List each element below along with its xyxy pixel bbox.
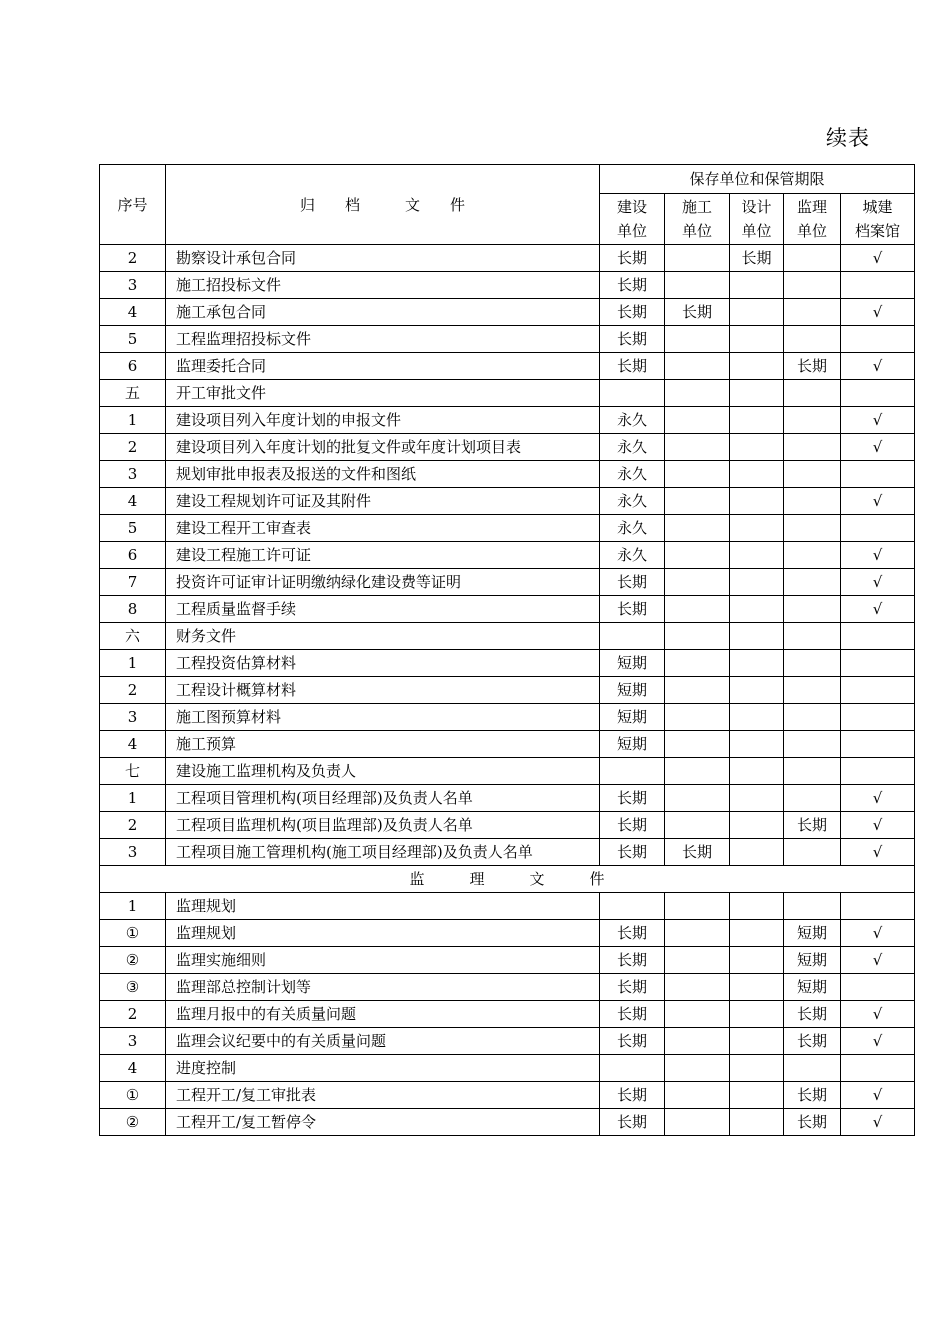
table-row [100,731,915,758]
table-row [100,1082,915,1109]
row-contractor [665,272,730,299]
row-contractor: 长期 [665,299,730,326]
row-document: 监理部总控制计划等 [166,974,600,1001]
row-contractor [665,569,730,596]
row-supervision [784,407,841,434]
row-supervision [784,785,841,812]
row-supervision [784,245,841,272]
row-archive: √ [841,1028,915,1055]
row-construction: 长期 [600,245,665,272]
table-row [100,623,915,650]
row-supervision: 短期 [784,920,841,947]
row-construction: 长期 [600,920,665,947]
row-contractor [665,434,730,461]
row-design [730,1082,784,1109]
row-construction [600,893,665,920]
row-archive [841,704,915,731]
row-supervision [784,326,841,353]
row-contractor [665,704,730,731]
row-document: 工程项目管理机构(项目经理部)及负责人名单 [166,785,600,812]
table-row [100,353,915,380]
row-design [730,272,784,299]
row-document: 建设项目列入年度计划的批复文件或年度计划项目表 [166,434,600,461]
row-contractor [665,893,730,920]
row-index: 2 [100,245,166,272]
row-supervision [784,515,841,542]
row-supervision [784,488,841,515]
row-contractor [665,461,730,488]
row-document: 施工图预算材料 [166,704,600,731]
row-archive: √ [841,947,915,974]
row-index: 4 [100,299,166,326]
row-index: 六 [100,623,166,650]
row-archive [841,326,915,353]
table-row [100,569,915,596]
row-index: 1 [100,785,166,812]
row-index: 2 [100,434,166,461]
row-supervision [784,1055,841,1082]
row-archive [841,758,915,785]
row-contractor [665,380,730,407]
row-contractor [665,488,730,515]
row-archive: √ [841,299,915,326]
row-index: 3 [100,839,166,866]
row-document: 监理会议纪要中的有关质量问题 [166,1028,600,1055]
row-construction: 短期 [600,650,665,677]
row-construction: 长期 [600,326,665,353]
row-contractor [665,1001,730,1028]
row-index: 6 [100,353,166,380]
row-archive: √ [841,488,915,515]
row-index: 5 [100,515,166,542]
header-row-1 [100,165,915,194]
row-index: 3 [100,272,166,299]
row-design [730,758,784,785]
row-supervision: 长期 [784,1082,841,1109]
table-row [100,1109,915,1136]
header-unit-design: 设计 单位 [730,194,784,245]
row-supervision [784,704,841,731]
row-archive [841,515,915,542]
table-row [100,245,915,272]
row-index: 5 [100,326,166,353]
row-design [730,974,784,1001]
row-construction: 长期 [600,596,665,623]
row-document: 投资许可证审计证明缴纳绿化建设费等证明 [166,569,600,596]
row-construction: 永久 [600,434,665,461]
table-row [100,1001,915,1028]
row-design [730,380,784,407]
table-row [100,1028,915,1055]
row-document: 监理月报中的有关质量问题 [166,1001,600,1028]
row-archive: √ [841,542,915,569]
row-contractor [665,1028,730,1055]
row-index: 3 [100,704,166,731]
row-contractor [665,542,730,569]
row-supervision [784,839,841,866]
row-supervision: 长期 [784,1028,841,1055]
row-document: 监理实施细则 [166,947,600,974]
row-construction: 长期 [600,974,665,1001]
table-row [100,785,915,812]
row-supervision: 长期 [784,1109,841,1136]
table-row [100,407,915,434]
row-document: 建设工程规划许可证及其附件 [166,488,600,515]
row-index: ② [100,947,166,974]
section-title: 监 理 文 件 [100,866,915,893]
row-construction: 永久 [600,407,665,434]
row-construction [600,623,665,650]
table-row [100,596,915,623]
row-construction [600,380,665,407]
row-supervision [784,272,841,299]
row-construction: 长期 [600,785,665,812]
row-design [730,704,784,731]
row-document: 施工承包合同 [166,299,600,326]
row-archive: √ [841,839,915,866]
row-supervision: 短期 [784,974,841,1001]
table-row [100,758,915,785]
row-contractor: 长期 [665,839,730,866]
row-design [730,569,784,596]
row-design [730,623,784,650]
row-document: 勘察设计承包合同 [166,245,600,272]
row-index: 2 [100,677,166,704]
row-document: 进度控制 [166,1055,600,1082]
row-contractor [665,650,730,677]
table-row [100,650,915,677]
row-construction: 短期 [600,704,665,731]
row-design [730,1109,784,1136]
row-design [730,488,784,515]
row-contractor [665,407,730,434]
row-archive [841,731,915,758]
row-archive: √ [841,1001,915,1028]
row-document: 工程设计概算材料 [166,677,600,704]
row-supervision [784,461,841,488]
row-construction: 长期 [600,1082,665,1109]
row-document: 建设施工监理机构及负责人 [166,758,600,785]
table-row [100,704,915,731]
row-construction: 长期 [600,947,665,974]
row-index: 6 [100,542,166,569]
table-row [100,677,915,704]
row-contractor [665,920,730,947]
row-index: 4 [100,731,166,758]
row-contractor [665,731,730,758]
row-construction: 长期 [600,353,665,380]
row-supervision [784,299,841,326]
row-archive [841,893,915,920]
row-index: 8 [100,596,166,623]
row-contractor [665,596,730,623]
row-construction: 永久 [600,515,665,542]
row-contractor [665,974,730,1001]
row-document: 财务文件 [166,623,600,650]
row-archive: √ [841,920,915,947]
row-archive: √ [841,596,915,623]
row-archive: √ [841,1109,915,1136]
table-row [100,326,915,353]
row-construction: 短期 [600,731,665,758]
row-document: 工程开工/复工暂停令 [166,1109,600,1136]
row-design [730,461,784,488]
table-row [100,947,915,974]
row-document: 施工招投标文件 [166,272,600,299]
row-archive [841,974,915,1001]
table-row [100,542,915,569]
row-archive [841,1055,915,1082]
row-index: 七 [100,758,166,785]
header-unit-supervision: 监理 单位 [784,194,841,245]
row-construction: 长期 [600,569,665,596]
table-row [100,272,915,299]
row-supervision [784,650,841,677]
header-unit-contractor: 施工 单位 [665,194,730,245]
continuation-label: 续表 [826,126,870,150]
table-row [100,839,915,866]
row-index: 五 [100,380,166,407]
row-design [730,407,784,434]
row-design: 长期 [730,245,784,272]
row-design [730,731,784,758]
row-design [730,1028,784,1055]
row-supervision [784,596,841,623]
row-index: ② [100,1109,166,1136]
table-row [100,380,915,407]
row-index: 1 [100,893,166,920]
row-design [730,812,784,839]
header-unit-archive: 城建 档案馆 [841,194,915,245]
row-document: 监理规划 [166,893,600,920]
row-construction: 长期 [600,1028,665,1055]
header-index: 序号 [100,165,166,245]
table-row [100,893,915,920]
row-construction: 长期 [600,1109,665,1136]
row-index: 4 [100,488,166,515]
row-supervision: 长期 [784,1001,841,1028]
row-archive: √ [841,785,915,812]
row-document: 工程项目监理机构(项目监理部)及负责人名单 [166,812,600,839]
row-construction [600,1055,665,1082]
archive-table-body [100,165,915,1136]
row-supervision [784,677,841,704]
row-construction: 永久 [600,488,665,515]
row-construction: 永久 [600,542,665,569]
table-row [100,920,915,947]
row-contractor [665,758,730,785]
row-archive [841,677,915,704]
row-construction: 长期 [600,272,665,299]
row-construction [600,758,665,785]
row-document: 施工预算 [166,731,600,758]
row-design [730,299,784,326]
row-design [730,893,784,920]
row-contractor [665,245,730,272]
row-contractor [665,677,730,704]
table-row [100,974,915,1001]
row-document: 开工审批文件 [166,380,600,407]
row-contractor [665,785,730,812]
row-archive: √ [841,407,915,434]
row-document: 建设工程开工审查表 [166,515,600,542]
row-contractor [665,1082,730,1109]
archive-table [99,164,915,1136]
table-row [100,812,915,839]
table-row [100,515,915,542]
row-supervision: 长期 [784,812,841,839]
row-construction: 短期 [600,677,665,704]
row-archive: √ [841,353,915,380]
header-unit-construction: 建设 单位 [600,194,665,245]
row-design [730,677,784,704]
row-construction: 长期 [600,812,665,839]
row-supervision [784,569,841,596]
table-row [100,1055,915,1082]
row-contractor [665,326,730,353]
row-document: 监理委托合同 [166,353,600,380]
row-construction: 永久 [600,461,665,488]
table-row [100,434,915,461]
row-document: 监理规划 [166,920,600,947]
row-archive [841,650,915,677]
row-index: ③ [100,974,166,1001]
row-index: 2 [100,812,166,839]
row-design [730,326,784,353]
row-index: 3 [100,461,166,488]
table-row [100,461,915,488]
row-archive [841,380,915,407]
row-design [730,596,784,623]
row-construction: 长期 [600,839,665,866]
row-archive [841,272,915,299]
row-design [730,515,784,542]
section-row [100,866,915,893]
row-supervision: 短期 [784,947,841,974]
row-design [730,1055,784,1082]
row-contractor [665,353,730,380]
row-document: 建设项目列入年度计划的申报文件 [166,407,600,434]
row-archive [841,623,915,650]
header-document: 归 档 文 件 [166,165,600,245]
row-index: 3 [100,1028,166,1055]
row-contractor [665,812,730,839]
row-supervision [784,623,841,650]
row-document: 工程监理招投标文件 [166,326,600,353]
table-row [100,299,915,326]
row-contractor [665,623,730,650]
row-index: 2 [100,1001,166,1028]
row-design [730,434,784,461]
row-supervision: 长期 [784,353,841,380]
row-index: ① [100,920,166,947]
row-supervision [784,893,841,920]
row-archive [841,461,915,488]
row-design [730,1001,784,1028]
header-group: 保存单位和保管期限 [600,165,915,194]
row-supervision [784,542,841,569]
row-document: 工程项目施工管理机构(施工项目经理部)及负责人名单 [166,839,600,866]
row-design [730,542,784,569]
row-supervision [784,758,841,785]
row-contractor [665,1055,730,1082]
row-supervision [784,434,841,461]
table-row [100,488,915,515]
row-index: 1 [100,650,166,677]
row-document: 建设工程施工许可证 [166,542,600,569]
row-contractor [665,1109,730,1136]
row-archive: √ [841,569,915,596]
row-supervision [784,731,841,758]
row-archive: √ [841,434,915,461]
row-design [730,839,784,866]
row-supervision [784,380,841,407]
row-design [730,947,784,974]
row-document: 工程质量监督手续 [166,596,600,623]
row-document: 工程开工/复工审批表 [166,1082,600,1109]
row-index: 7 [100,569,166,596]
row-construction: 长期 [600,299,665,326]
row-index: 1 [100,407,166,434]
row-archive: √ [841,812,915,839]
row-design [730,785,784,812]
row-construction: 长期 [600,1001,665,1028]
row-design [730,353,784,380]
row-design [730,920,784,947]
row-index: 4 [100,1055,166,1082]
row-document: 工程投资估算材料 [166,650,600,677]
row-contractor [665,515,730,542]
row-index: ① [100,1082,166,1109]
row-archive: √ [841,1082,915,1109]
row-design [730,650,784,677]
row-contractor [665,947,730,974]
row-archive: √ [841,245,915,272]
row-document: 规划审批申报表及报送的文件和图纸 [166,461,600,488]
